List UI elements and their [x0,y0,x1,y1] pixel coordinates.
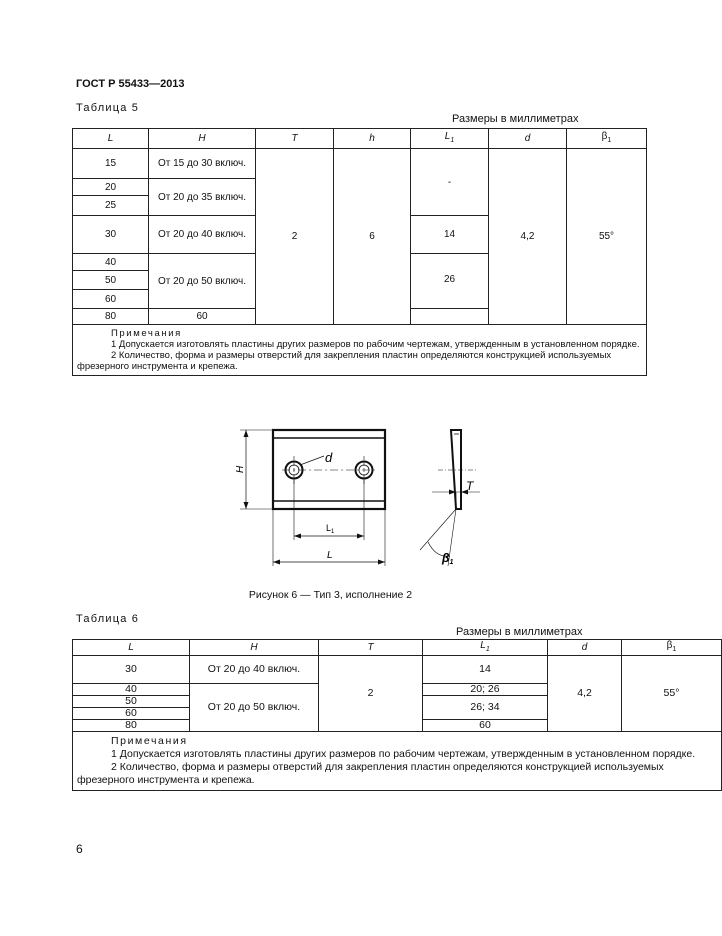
table5-notes [73,325,647,376]
table-cell: 4,2 [548,656,622,732]
L1-arrow-right [357,534,364,539]
t6-header-T: T [319,640,423,656]
table-cell: От 20 до 50 включ. [149,254,256,309]
t5-header-h: h [334,129,411,149]
label-H: H [235,465,246,473]
label-L: L [327,550,333,561]
table-cell: 60 [73,708,190,720]
table6-caption [76,613,138,625]
label-d: d [325,450,333,465]
t6-header-L: L [73,640,190,656]
L-arrow-left [273,560,280,565]
L-arrow-right [378,560,385,565]
table-cell: 26 [411,254,489,309]
plate-outline [273,430,385,509]
table-cell: 55° [567,149,647,325]
table-cell: 30 [73,216,149,254]
table5-note-2: 2 Количество, форма и размеры отверстий для закрепления пластин определяются конструкцией используемых фрезерного инструмента и крепежа. [77,350,612,372]
table5-note-1: 1 Допускается изготовлять пластины других размеров по рабочим чертежам, утвержденным в установленном порядке. [111,339,640,350]
figure-6-drawing [230,420,490,580]
table-cell: 40 [73,684,190,696]
label-beta1: β1 [442,551,454,566]
table5-caption [76,102,138,114]
table6-note-2: 2 Количество, форма и размеры отверстий для закрепления пластин определяются конструкцией используемых фрезерного инструмента и крепежа. [77,761,664,786]
table-cell: От 20 до 40 включ. [149,216,256,254]
table5-caption-num: 5 [131,102,138,114]
table-cell: 50 [73,696,190,708]
table-cell: 2 [319,656,423,732]
table-cell: 55° [622,656,722,732]
table-cell: 30 [73,656,190,684]
table-cell: 15 [73,149,149,179]
table-cell: 4,2 [489,149,567,325]
table-cell: 60 [73,290,149,309]
t6-header-d: d [548,640,622,656]
t5-header-beta1: $\beta_1$ [567,129,647,149]
table-cell: 26; 34 [423,696,548,720]
table-cell: 2 [256,149,334,325]
t6-header-beta1: $\beta_1$ [622,640,722,656]
table-cell: 80 [73,309,149,325]
table-cell: 20; 26 [423,684,548,696]
table6 [72,639,722,791]
document-header: ГОСТ Р 55433—2013 [76,78,185,90]
t5-header-T: T [256,129,334,149]
table-cell: 25 [73,196,149,216]
table6-caption-num: 6 [131,613,138,625]
table-cell: 80 [73,720,190,732]
table5-units: Размеры в миллиметрах [452,113,579,125]
table6-notes-title: Примечания [111,735,188,747]
table-cell: От 20 до 50 включ. [190,684,319,732]
label-T: T [466,479,474,493]
table5-caption-word: Таблица [76,102,128,114]
table5-notes-title: Примечания [111,328,182,339]
t5-header-d: d [489,129,567,149]
table-cell: 14 [423,656,548,684]
label-L1: $L_1$ [326,523,335,535]
table6-notes [73,732,722,791]
table-cell: 20 [73,179,149,196]
table-cell: 6 [334,149,411,325]
beta-line-1 [420,509,456,550]
table-cell: От 15 до 30 включ. [149,149,256,179]
table-cell: 50 [73,271,149,290]
table6-units: Размеры в миллиметрах [456,626,583,638]
table-cell: - [411,149,489,216]
t5-header-L: L [73,129,149,149]
table6-note-1: 1 Допускается изготовлять пластины других размеров по рабочим чертежам, утвержденным в установленном порядке. [111,748,696,760]
table-cell: От 20 до 35 включ. [149,179,256,216]
table6-caption-word: Таблица [76,613,128,625]
table5 [72,128,647,376]
figure-6-caption: Рисунок 6 — Тип 3, исполнение 2 [248,589,413,601]
H-arrow-bottom [244,502,249,509]
d-leader [300,456,324,465]
H-arrow-top [244,430,249,437]
page-number: 6 [76,842,83,856]
table-cell: 14 [411,216,489,254]
table-cell: От 20 до 40 включ. [190,656,319,684]
t6-header-L1: $L_1$ [423,640,548,656]
table-cell: 60 [149,309,256,325]
L1-arrow-left [294,534,301,539]
table-cell: 40 [73,254,149,271]
t5-header-H: H [149,129,256,149]
table-cell: 60 [423,720,548,732]
t6-header-H: H [190,640,319,656]
t5-header-L1: $L_1$ [411,129,489,149]
